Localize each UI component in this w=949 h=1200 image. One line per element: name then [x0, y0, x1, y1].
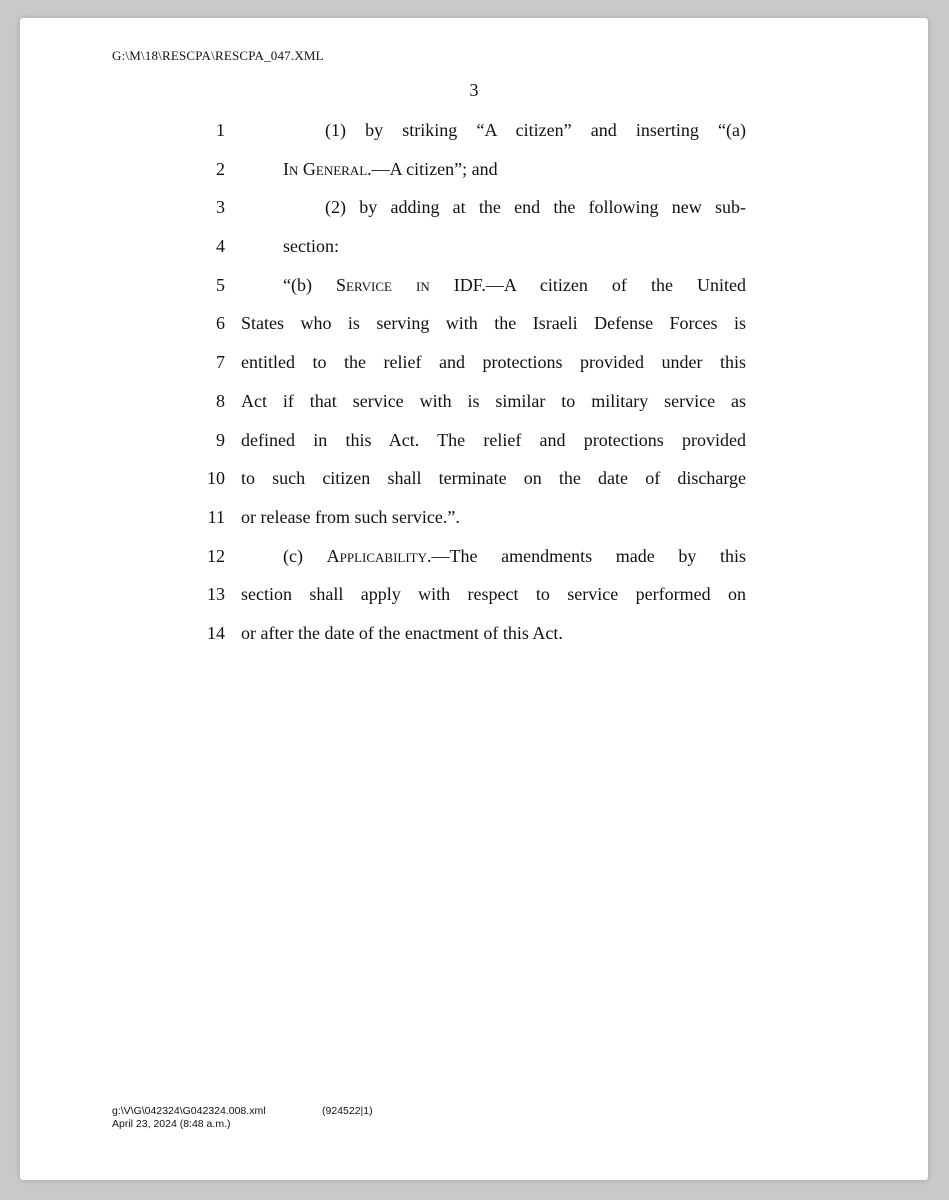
bill-text [180, 111, 746, 653]
text-line [180, 421, 746, 460]
line-number: 13 [207, 584, 225, 605]
line-number: 11 [207, 506, 225, 527]
line-text: to such citizen shall terminate on the date of discharge [241, 468, 746, 489]
text-line [180, 382, 746, 421]
line-text: or release from such service.”. [241, 506, 460, 527]
text-line [180, 227, 746, 266]
text-line [180, 343, 746, 382]
line-text: In General.—A citizen”; and [283, 158, 498, 179]
line-text: (2) by adding at the end the following new sub- [325, 197, 746, 218]
line-number: 2 [216, 158, 225, 179]
text-line [180, 614, 746, 653]
line-text: section shall apply with respect to service performed on [241, 584, 746, 605]
footer-file-path: g:\V\G\042324\G042324.008.xml [112, 1105, 266, 1117]
text-line [180, 498, 746, 537]
line-text: section: [283, 236, 339, 257]
text-line [180, 266, 746, 305]
footer-doc-id: (924522|1) [322, 1105, 373, 1117]
text-line [180, 111, 746, 150]
heading-applicability: Applicability. [326, 545, 432, 566]
line-text: or after the date of the enactment of this Act. [241, 622, 563, 643]
line-number: 5 [216, 274, 225, 295]
text-line [180, 188, 746, 227]
heading-in-general: In General. [283, 158, 372, 179]
line-number: 14 [207, 622, 225, 643]
line-number: 12 [207, 545, 225, 566]
line-number: 3 [216, 197, 225, 218]
document-page [20, 18, 928, 1180]
page-footer [112, 1105, 373, 1131]
header-file-path: G:\M\18\RESCPA\RESCPA_047.XML [112, 48, 324, 63]
text-line [180, 304, 746, 343]
line-text: “(b) Service in IDF.—A citizen of the United [283, 274, 746, 295]
line-number: 6 [216, 313, 225, 334]
line-text: defined in this Act. The relief and protections provided [241, 429, 746, 450]
line-number: 8 [216, 390, 225, 411]
line-text: entitled to the relief and protections provided under this [241, 352, 746, 373]
line-number: 9 [216, 429, 225, 450]
line-text: (c) Applicability.—The amendments made by this [283, 545, 746, 566]
page-number: 3 [469, 80, 479, 100]
heading-service-in-idf: Service in [336, 274, 430, 295]
text-line [180, 575, 746, 614]
text-line [180, 459, 746, 498]
line-number: 10 [207, 468, 225, 489]
line-text: States who is serving with the Israeli Defense Forces is [241, 313, 746, 334]
line-text: (1) by striking “A citizen” and inserting “(a) [325, 120, 746, 140]
line-number: 1 [216, 120, 225, 140]
footer-date: April 23, 2024 (8:48 a.m.) [112, 1118, 231, 1130]
text-line [180, 537, 746, 576]
text-line [180, 150, 746, 189]
line-number: 4 [216, 236, 225, 257]
line-number: 7 [216, 352, 225, 373]
line-text: Act if that service with is similar to military service as [241, 390, 746, 411]
